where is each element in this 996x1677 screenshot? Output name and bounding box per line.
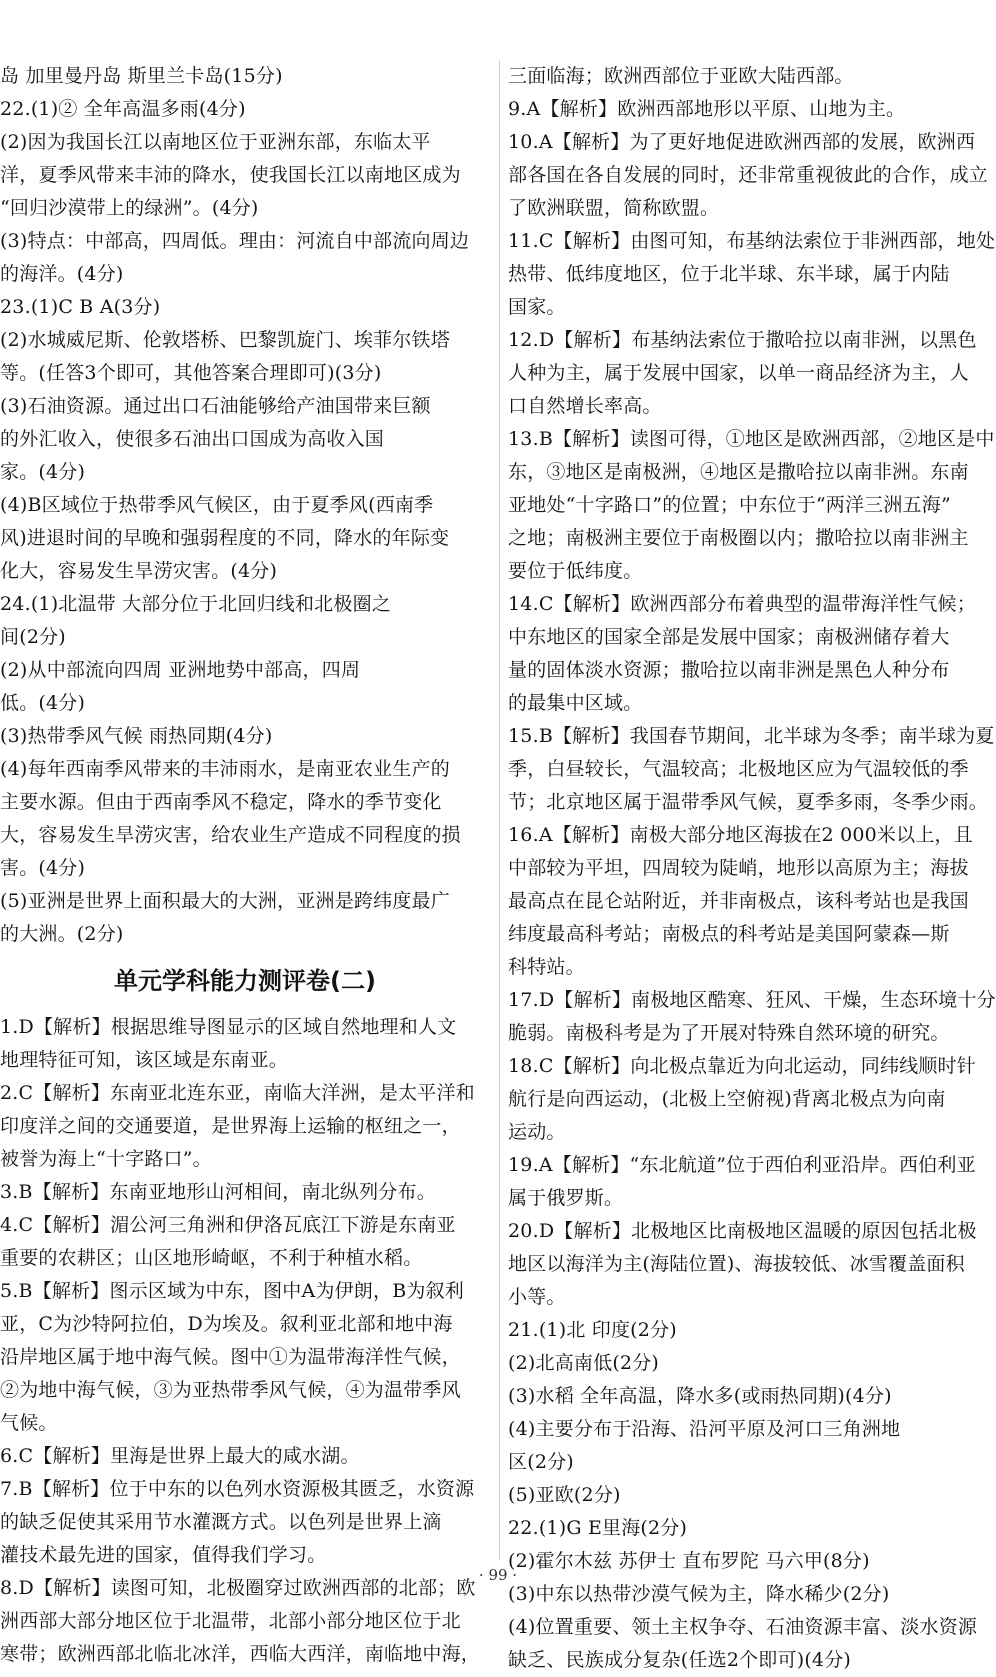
answer-line: (2)水城威尼斯、伦敦塔桥、巴黎凯旋门、埃菲尔铁塔 <box>0 329 450 351</box>
answer-line: 12.D【解析】布基纳法索位于撒哈拉以南非洲，以黑色 <box>508 329 977 351</box>
column-divider <box>499 60 500 1560</box>
answer-line: 区(2分) <box>508 1451 574 1473</box>
answer-line: 16.A【解析】南极大部分地区海拔在2 000米以上，且 <box>508 824 973 846</box>
answer-line: 22.(1)② 全年高温多雨(4分) <box>0 98 246 120</box>
answer-line: 节；北京地区属于温带季风气候，夏季多雨，冬季少雨。 <box>508 791 989 813</box>
answer-line: 灌技术最先进的国家，值得我们学习。 <box>0 1544 327 1566</box>
answer-line: 的外汇收入，使很多石油出口国成为高收入国 <box>0 428 385 450</box>
answer-line: 亚，C为沙特阿拉伯，D为埃及。叙利亚北部和地中海 <box>0 1313 453 1335</box>
answer-line: (2)霍尔木兹 苏伊士 直布罗陀 马六甲(8分) <box>508 1550 870 1572</box>
answer-line: (2)北高南低(2分) <box>508 1352 660 1374</box>
answer-line: 风)进退时间的早晚和强弱程度的不同，降水的年际变 <box>0 527 450 549</box>
answer-line: 地理特征可知，该区域是东南亚。 <box>0 1049 289 1071</box>
answer-line: 三面临海；欧洲西部位于亚欧大陆西部。 <box>508 65 854 87</box>
page-number: · 99 · <box>478 1566 518 1584</box>
answer-line: ②为地中海气候，③为亚热带季风气候，④为温带季风 <box>0 1379 461 1401</box>
answer-line: 20.D【解析】北极地区比南极地区温暖的原因包括北极 <box>508 1220 977 1242</box>
answer-line: 了欧洲联盟，简称欧盟。 <box>508 197 720 219</box>
answer-line: 地区以海洋为主(海陆位置)、海拔较低、冰雪覆盖面积 <box>508 1253 965 1275</box>
answer-line: (4)每年西南季风带来的丰沛雨水，是南亚农业生产的 <box>0 758 450 780</box>
answer-line: (3)热带季风气候 雨热同期(4分) <box>0 725 273 747</box>
answer-line: 洲西部大部分地区位于北温带，北部小部分地区位于北 <box>0 1610 461 1632</box>
answer-line: 24.(1)北温带 大部分位于北回归线和北极圈之 <box>0 593 391 615</box>
answer-line: (2)因为我国长江以南地区位于亚洲东部，东临太平 <box>0 131 431 153</box>
answer-line: 热带、低纬度地区，位于北半球、东半球，属于内陆 <box>508 263 950 285</box>
answer-line: (3)石油资源。通过出口石油能够给产油国带来巨额 <box>0 395 431 417</box>
answer-line: 人种为主，属于发展中国家，以单一商品经济为主，人 <box>508 362 969 384</box>
answer-line: 15.B【解析】我国春节期间，北半球为冬季；南半球为夏 <box>508 725 995 747</box>
answer-line: 部各国在各自发展的同时，还非常重视彼此的合作，成立 <box>508 164 989 186</box>
answer-line: 9.A【解析】欧洲西部地形以平原、山地为主。 <box>508 98 906 120</box>
answer-line: 中部较为平坦，四周较为陡峭，地形以高原为主；海拔 <box>508 857 969 879</box>
answer-line: 21.(1)北 印度(2分) <box>508 1319 677 1341</box>
answer-line: 岛 加里曼丹岛 斯里兰卡岛(15分) <box>0 65 283 87</box>
answer-line: 17.D【解析】南极地区酷寒、狂风、干燥，生态环境十分 <box>508 989 996 1011</box>
answer-line: 脆弱。南极科考是为了开展对特殊自然环境的研究。 <box>508 1022 950 1044</box>
answer-line: (5)亚洲是世界上面积最大的大洲，亚洲是跨纬度最广 <box>0 890 450 912</box>
answer-line: 等。(任答3个即可，其他答案合理即可)(3分) <box>0 362 382 384</box>
answer-line: 家。(4分) <box>0 461 86 483</box>
answer-line: 国家。 <box>508 296 566 318</box>
answer-line: 缺乏、民族成分复杂(任选2个即可)(4分) <box>508 1649 852 1671</box>
answer-line: 23.(1)C B A(3分) <box>0 296 161 318</box>
answer-line: 洋，夏季风带来丰沛的降水，使我国长江以南地区成为 <box>0 164 461 186</box>
answer-line: 航行是向西运动，(北极上空俯视)背离北极点为向南 <box>508 1088 946 1110</box>
answer-line: 口自然增长率高。 <box>508 395 662 417</box>
answer-line: 13.B【解析】读图可得，①地区是欧洲西部，②地区是中 <box>508 428 995 450</box>
answer-line: 8.D【解析】读图可知，北极圈穿过欧洲西部的北部；欧 <box>0 1577 476 1599</box>
section-title: 单元学科能力测评卷(二) <box>114 967 376 995</box>
answer-line: 大，容易发生旱涝灾害，给农业生产造成不同程度的损 <box>0 824 461 846</box>
answer-line: 气候。 <box>0 1412 58 1434</box>
answer-line: 6.C【解析】里海是世界上最大的咸水湖。 <box>0 1445 360 1467</box>
answer-line: 量的固体淡水资源；撒哈拉以南非洲是黑色人种分布 <box>508 659 950 681</box>
answer-line: (5)亚欧(2分) <box>508 1484 621 1506</box>
answer-line: 主要水源。但由于西南季风不稳定，降水的季节变化 <box>0 791 442 813</box>
answer-line: 10.A【解析】为了更好地促进欧洲西部的发展，欧洲西 <box>508 131 976 153</box>
answer-line: 22.(1)G E里海(2分) <box>508 1517 688 1539</box>
answer-line: (4)主要分布于沿海、沿河平原及河口三角洲地 <box>508 1418 901 1440</box>
answer-line: 属于俄罗斯。 <box>508 1187 624 1209</box>
answer-line: 印度洋之间的交通要道，是世界海上运输的枢纽之一， <box>0 1115 461 1137</box>
answer-line: 东，③地区是南极洲，④地区是撒哈拉以南非洲。东南 <box>508 461 969 483</box>
answer-line: 5.B【解析】图示区域为中东，图中A为伊朗，B为叙利 <box>0 1280 464 1302</box>
answer-line: 4.C【解析】湄公河三角洲和伊洛瓦底江下游是东南亚 <box>0 1214 456 1236</box>
answer-line: 季，白昼较长，气温较高；北极地区应为气温较低的季 <box>508 758 969 780</box>
answer-line: 最高点在昆仑站附近，并非南极点，该科考站也是我国 <box>508 890 969 912</box>
answer-line: (2)从中部流向四周 亚洲地势中部高，四周 <box>0 659 361 681</box>
answer-line: 运动。 <box>508 1121 566 1143</box>
answer-line: 间(2分) <box>0 626 66 648</box>
answer-line: 的大洲。(2分) <box>0 923 124 945</box>
answer-line: 低。(4分) <box>0 692 86 714</box>
answer-line: 7.B【解析】位于中东的以色列水资源极其匮乏，水资源 <box>0 1478 475 1500</box>
answer-line: 中东地区的国家全部是发展中国家；南极洲储存着大 <box>508 626 950 648</box>
answer-line: 的缺乏促使其采用节水灌溉方式。以色列是世界上滴 <box>0 1511 442 1533</box>
unit-one-answers-continued <box>0 60 490 951</box>
answer-line: 的海洋。(4分) <box>0 263 124 285</box>
answer-line: (3)中东以热带沙漠气候为主，降水稀少(2分) <box>508 1583 890 1605</box>
answer-line: 2.C【解析】东南亚北连东亚，南临大洋洲，是太平洋和 <box>0 1082 475 1104</box>
answer-line: 18.C【解析】向北极点靠近为向北运动，同纬线顺时针 <box>508 1055 976 1077</box>
answer-line: (3)特点：中部高，四周低。理由：河流自中部流向周边 <box>0 230 470 252</box>
answer-line: 3.B【解析】东南亚地形山河相间，南北纵列分布。 <box>0 1181 436 1203</box>
answer-line: 科特站。 <box>508 956 585 978</box>
answer-line: 14.C【解析】欧洲西部分布着典型的温带海洋性气候； <box>508 593 976 615</box>
answer-line: 1.D【解析】根据思维导图显示的区域自然地理和人文 <box>0 1016 457 1038</box>
answer-line: 小等。 <box>508 1286 566 1308</box>
answer-line: 害。(4分) <box>0 857 86 879</box>
answer-line: 化大，容易发生旱涝灾害。(4分) <box>0 560 278 582</box>
answer-line: 的最集中区域。 <box>508 692 643 714</box>
right-column <box>508 60 996 1677</box>
answer-line: 19.A【解析】“东北航道”位于西伯利亚沿岸。西伯利亚 <box>508 1154 976 1176</box>
answer-line: 沿岸地区属于地中海气候。图中①为温带海洋性气候， <box>0 1346 461 1368</box>
answer-line: (4)位置重要、领土主权争夺、石油资源丰富、淡水资源 <box>508 1616 978 1638</box>
left-column <box>0 60 490 1671</box>
answer-line: 亚地处“十字路口”的位置；中东位于“两洋三洲五海” <box>508 494 951 516</box>
answer-line: 被誉为海上“十字路口”。 <box>0 1148 212 1170</box>
answer-line: 11.C【解析】由图可知，布基纳法索位于非洲西部，地处 <box>508 230 996 252</box>
answer-line: “回归沙漠带上的绿洲”。(4分) <box>0 197 259 219</box>
answer-line: 之地；南极洲主要位于南极圈以内；撒哈拉以南非洲主 <box>508 527 969 549</box>
answer-line: 纬度最高科考站；南极点的科考站是美国阿蒙森—斯 <box>508 923 950 945</box>
answer-line: 重要的农耕区；山区地形崎岖，不利于种植水稻。 <box>0 1247 423 1269</box>
answer-line: (4)B区域位于热带季风气候区，由于夏季风(西南季 <box>0 494 434 516</box>
answer-line: 寒带；欧洲西部北临北冰洋，西临大西洋，南临地中海， <box>0 1643 481 1665</box>
answer-line: 要位于低纬度。 <box>508 560 643 582</box>
answer-line: (3)水稻 全年高温，降水多(或雨热同期)(4分) <box>508 1385 892 1407</box>
